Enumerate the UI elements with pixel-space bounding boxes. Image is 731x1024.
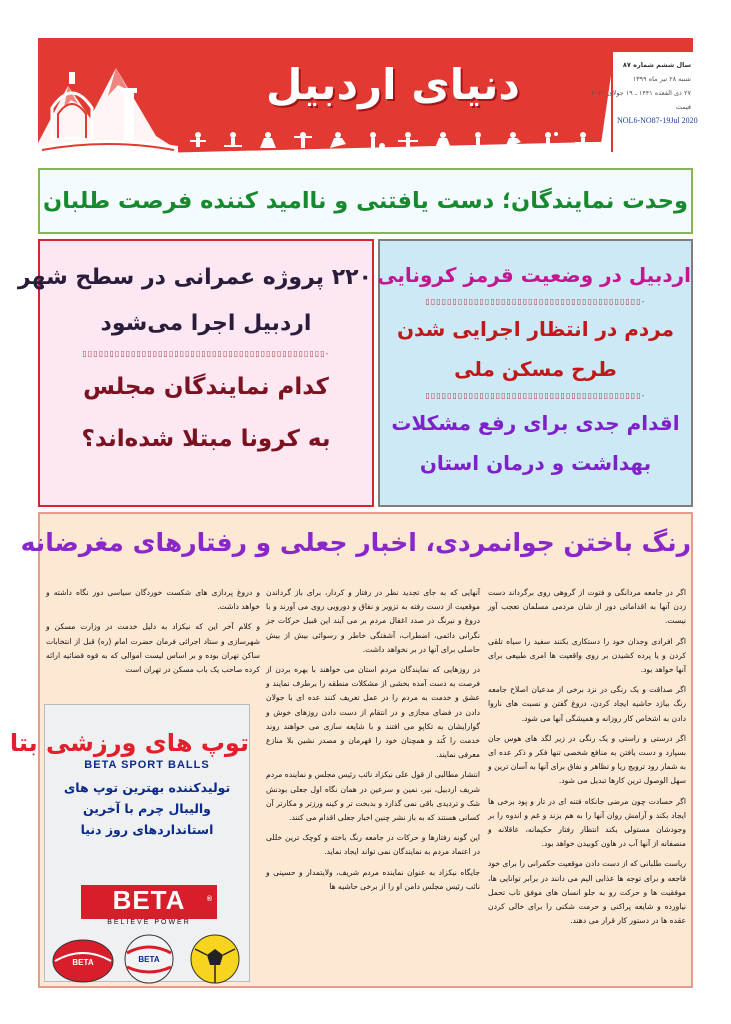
issue-date-hijri: ۲۷ ذی القعده ۱۴۴۱ ـ ۱۹ جولای ۲۰۲۰ [591, 89, 691, 97]
lead-headline: وحدت نمایندگان؛ دست یافتنی و ناامید کننده فرصت طلبان [42, 188, 689, 214]
headline-separator: -▯▯▯▯▯▯▯▯▯▯▯▯▯▯▯▯▯▯▯▯▯▯▯▯▯▯▯▯▯▯▯▯▯▯▯▯▯▯▯▯ [425, 297, 646, 306]
article-column-1 [488, 586, 686, 934]
article-paragraph: انتشار مطالبی از قول علی نیکزاد نائب رئیس مجلس و نماینده مردم شریف اردبیل، نیر، نمین و سرعین در همان نگاه اول جعلی بودنش شک و تردیدی باقی نمی گذارد و بدبخت تر و کینه ورزتر و مکارتر آن کسانی هستند که به باز نشر چنین اخبار جعلی اقدام می کنند. [266, 770, 480, 823]
article-paragraph: آنهایی که به جای تجدید نظر در رفتار و کردار، برای باز گرداندن موقعیت از دست رفته به تزویر و نفاق و دورویی روی می آورند و با دروغ و نیرنگ در صدد اغفال مردم بر می آیند این قبیل حرکات جز نگرانی دائمی، اضطراب، آشفتگی خاطر و رسوائی بیش از بیش حاصلی برای آنها در بر نخواهد داشت. [266, 588, 480, 654]
article-paragraph: این گونه رفتارها و حرکات در جامعه رنگ باخته و کوچک ترین خللی در اعتماد مردم به نمایندگان نمی تواند ایجاد نماید. [266, 833, 480, 857]
sports-pictograms-strip [178, 130, 608, 152]
masthead [38, 38, 698, 156]
article-paragraph: اگر صداقت و یک رنگی در نزد برخی از مدعیان اصلاح جامعه رنگ ببازد حاشیه ایجاد کردن، دروغ گفتن و نسبت های ناروا دادن به اشخاص کار روزانه و همیشگی آنها می شود. [488, 685, 686, 723]
article-column-2 [266, 586, 480, 900]
health-headline-line-2: بهداشت و درمان استان [419, 451, 652, 475]
brand-name: BETA [112, 885, 186, 915]
ball-label: BETA [72, 958, 94, 967]
article-paragraph: اگر در جامعه مردانگی و فتوت از گروهی روی برگرداند دست زدن آنها به اقداماتی دور از شان مردمی مسلمان تعجب آور نیست. [488, 588, 686, 626]
beta-brand-logo: BETA ® [81, 885, 217, 919]
ad-title: توپ های ورزشی بتا [9, 729, 249, 757]
beta-sport-balls-ad [9, 704, 250, 982]
projects-headline-line-2: اردبیل اجرا می‌شود [100, 311, 312, 336]
issue-date-persian: شنبه ۲۸ تیر ماه ۱۳۹۹ [632, 75, 691, 83]
ball-label: BETA [138, 955, 160, 964]
housing-headline-line-1: مردم در انتظار اجرایی شدن [396, 317, 674, 341]
ad-title-english: BETA SPORT BALLS [84, 759, 210, 771]
headline-separator: -▯▯▯▯▯▯▯▯▯▯▯▯▯▯▯▯▯▯▯▯▯▯▯▯▯▯▯▯▯▯▯▯▯▯▯▯▯▯▯▯▯▯▯▯▯ [82, 349, 330, 358]
projects-headline-line-1: ۲۲۰ پروژه عمرانی در سطح شهر [17, 265, 372, 290]
right-headline-box [378, 239, 693, 507]
article-title: رنگ باختن جوانمردی، اخبار جعلی و رفتارهای مغرضانه [20, 528, 691, 557]
article-paragraph: ریاست طلبانی که از دست دادن موقعیت حکمرانی را برای خود فاجعه و برای توجه ها عذابی الیم می دانند در برابر توانایی ها، موفقیت ها و حرکت رو به جلو انسان های موفق تاب تحمل نیاورده و شایعه پراکنی و حرمت شکنی را برای خالی کردن عقده ها در دستور کار قرار می دهند. [488, 859, 686, 926]
left-headline-box [17, 239, 374, 507]
article-paragraph: و دروغ پردازی های شکست خوردگان سیاسی دور نگاه داشته و خواهد داشت. [46, 588, 260, 612]
ardabil-skyline-logo [38, 38, 178, 156]
article-paragraph: در روزهایی که نمایندگان مردم استان می خواهند با بهره بردن از فرصت به دست آمده بخشی از مشکلات منطقه را برطرف نمایند و عشق و خدمت به مردم را در عمل تعریف کنند عده ای با جولان دادن در فضای مجازی و در انتقام از دست دادن روزهای خوش و گوارایشان به تکاپو می افتند و با شایعه سازی می خواهند روند خدمت را کُند و همچنان خود را قهرمان و مصدر نشین بلا منازع معرفی نمایند. [266, 665, 480, 760]
issue-info-panel [591, 52, 698, 152]
article-paragraph: اگر حسادت چون مرضی جانکاه فتنه ای در تار و پود برخی ها ایجاد بکند و آرامش روان آنها را به هم بزند و غم و اندوه را بر وجودشان مستولی بکند انتظار رفتار حکیمانه، عاقلانه و منصفانه از آنها آب در هاون کوبیدن خواهد بود. [488, 796, 686, 849]
issue-number: سال ششم شماره ۸۷ [622, 61, 691, 69]
issue-code-english: NOL6-NO87-19Jul 2020 [617, 116, 698, 125]
volleyballs-image [45, 927, 251, 983]
mps-corona-headline-line-1: کدام نمایندگان مجلس [83, 374, 329, 400]
housing-headline-line-2: طرح مسکن ملی [454, 357, 617, 381]
issue-price: قیمت [675, 103, 691, 111]
red-status-headline: اردبیل در وضعیت قرمز کرونایی [377, 263, 691, 287]
article-paragraph: اگر افرادی وجدان خود را دستکاری بکنند سفید را سیاه تلقی کردن و یا پرده کشیدن بر روی واقعیت ها امری طبیعی برای آنها خواهد بود. [488, 636, 686, 675]
ad-description: تولیدکننده بهترین توپ های والیبال چرم با آخرین استانداردهای روز دنیا [63, 780, 231, 837]
health-headline-line-1: اقدام جدی برای رفع مشکلات [391, 411, 680, 435]
newspaper-title: دنیای اردبیل [266, 60, 520, 109]
article-paragraph: اگر درستی و راستی و یک رنگی در زیر لگد های هوس جان بسپارد و دست یافتن به منافع شخصی تنها فکر و ذکر عده ای به شمار رود ترویج ریا و تظاهر و نفاق برای آنها به آسان ترین و سهل الوصول ترین کارها تبدیل می شود. [488, 733, 686, 786]
headline-separator: -▯▯▯▯▯▯▯▯▯▯▯▯▯▯▯▯▯▯▯▯▯▯▯▯▯▯▯▯▯▯▯▯▯▯▯▯▯▯▯▯ [425, 391, 646, 400]
article-column-3 [46, 586, 260, 683]
lead-headline-bar [38, 168, 693, 234]
article-paragraph: جایگاه نیکزاد به عنوان نماینده مردم شریف، ولایتمدار و حسینی و نائب رئیس مجلس دامن او را از برخی حاشیه ها [266, 867, 480, 891]
brand-slogan: BELIEVE POWER [107, 919, 191, 926]
article-paragraph: و کلام آخر این که نیکزاد به دلیل خدمت در وزارت مسکن و شهرسازی و ستاد اجرائی فرمان حضرت امام (ره) قبل از انتخابات ساکن تهران بوده و بر اساس لیست اموالی که به قوه قضائیه ارائه کرده صاحب یک باب مسکن در تهران است [46, 622, 260, 675]
mps-corona-headline-line-2: به کرونا مبتلا شده‌اند؟ [81, 426, 331, 452]
